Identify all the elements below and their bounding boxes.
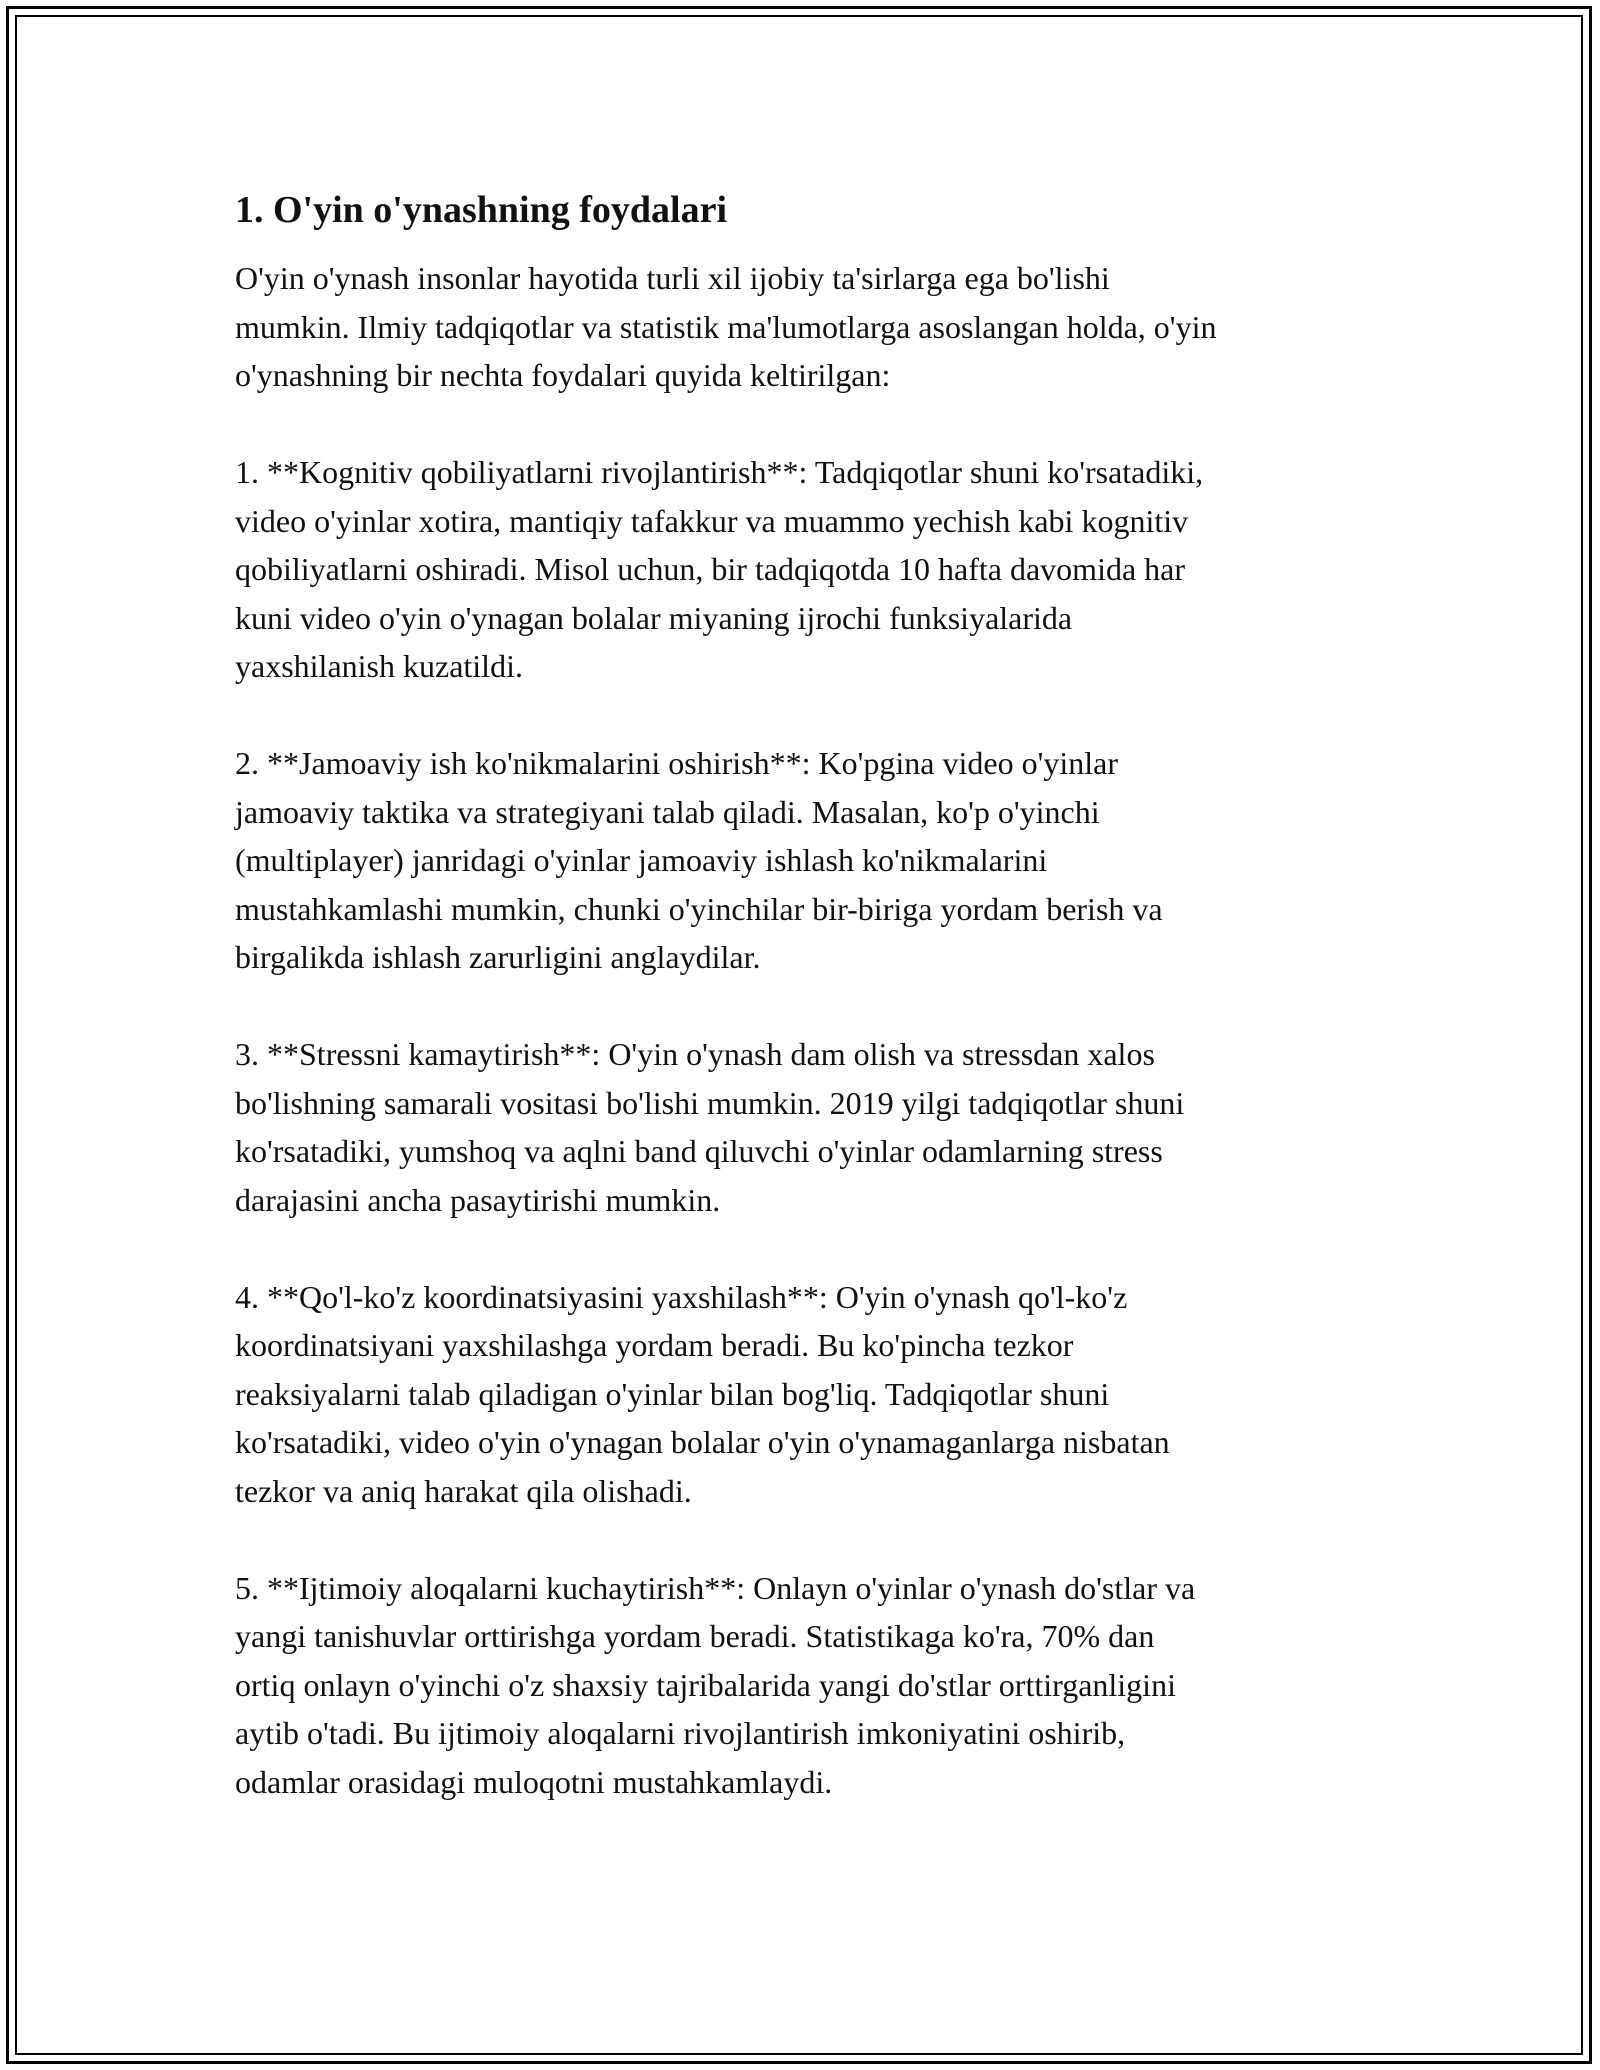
document-body xyxy=(235,186,1395,1855)
item-line: bo'lishning samarali vositasi bo'lishi mumkin. 2019 yilgi tadqiqotlar shuni xyxy=(235,1084,1185,1121)
item-line: yangi tanishuvlar orttirishga yordam beradi. Statistikaga ko'ra, 70% dan xyxy=(235,1618,1155,1654)
item-line: darajasini ancha pasaytirishi mumkin. xyxy=(235,1181,721,1218)
list-item-teamwork xyxy=(235,739,1395,982)
item-line: koordinatsiyani yaxshilashga yordam beradi. Bu ko'pincha tezkor xyxy=(235,1327,1074,1363)
item-line: (multiplayer) janridagi o'yinlar jamoaviy ishlash ko'nikmalarini xyxy=(235,842,1048,878)
item-line: reaksiyalarni talab qiladigan o'yinlar bilan bog'liq. Tadqiqotlar shuni xyxy=(235,1375,1110,1412)
item-line: video o'yinlar xotira, mantiqiy tafakkur va muammo yechish kabi kognitiv xyxy=(235,502,1189,539)
item-line: 5. **Ijtimoiy aloqalarni kuchaytirish**: Onlayn o'yinlar o'ynash do'stlar va xyxy=(235,1569,1196,1606)
item-line: ko'rsatadiki, video o'yin o'ynagan bolalar o'yin o'ynamaganlarga nisbatan xyxy=(235,1424,1170,1460)
item-line: birgalikda ishlash zarurligini anglaydilar. xyxy=(235,939,761,975)
item-line: qobiliyatlarni oshiradi. Misol uchun, bir tadqiqotda 10 hafta davomida har xyxy=(235,551,1186,587)
item-line: 2. **Jamoaviy ish ko'nikmalarini oshirish**: Ko'pgina video o'yinlar xyxy=(235,745,1118,781)
page-title: 1. O'yin o'ynashning foydalari xyxy=(235,189,728,231)
list-item-stress xyxy=(235,1030,1395,1224)
item-line: 1. **Kognitiv qobiliyatlarni rivojlantirish**: Tadqiqotlar shuni ko'rsatadiki, xyxy=(235,454,1204,490)
item-line: 3. **Stressni kamaytirish**: O'yin o'ynash dam olish va stressdan xalos xyxy=(235,1036,1155,1072)
item-line: ko'rsatadiki, yumshoq va aqlni band qiluvchi o'yinlar odamlarning stress xyxy=(235,1133,1163,1169)
list-item-cognitive xyxy=(235,448,1395,691)
item-line: mustahkamlashi mumkin, chunki o'yinchilar bir-biriga yordam berish va xyxy=(235,890,1163,927)
item-line: yaxshilanish kuzatildi. xyxy=(235,648,523,684)
list-item-coordination xyxy=(235,1273,1395,1516)
item-line: ortiq onlayn o'yinchi o'z shaxsiy tajribalarida yangi do'stlar orttirganligini xyxy=(235,1666,1176,1703)
list-item-social xyxy=(235,1564,1395,1807)
item-line: 4. **Qo'l-ko'z koordinatsiyasini yaxshilash**: O'yin o'ynash qo'l-ko'z xyxy=(235,1278,1128,1315)
item-line: tezkor va aniq harakat qila olishadi. xyxy=(235,1472,692,1509)
intro-line: mumkin. Ilmiy tadqiqotlar va statistik ma'lumotlarga asoslangan holda, o'yin xyxy=(235,308,1217,345)
item-line: odamlar orasidagi muloqotni mustahkamlaydi. xyxy=(235,1763,833,1800)
item-line: kuni video o'yin o'ynagan bolalar miyaning ijrochi funksiyalarida xyxy=(235,599,1073,636)
intro-line: o'ynashning bir nechta foydalari quyida keltirilgan: xyxy=(235,357,891,393)
intro-line: O'yin o'ynash insonlar hayotida turli xil ijobiy ta'sirlarga ega bo'lishi xyxy=(235,260,1110,296)
item-line: aytib o'tadi. Bu ijtimoiy aloqalarni rivojlantirish imkoniyatini oshirib, xyxy=(235,1715,1126,1751)
item-line: jamoaviy taktika va strategiyani talab qiladi. Masalan, ko'p o'yinchi xyxy=(235,793,1100,830)
intro-paragraph xyxy=(235,254,1395,400)
